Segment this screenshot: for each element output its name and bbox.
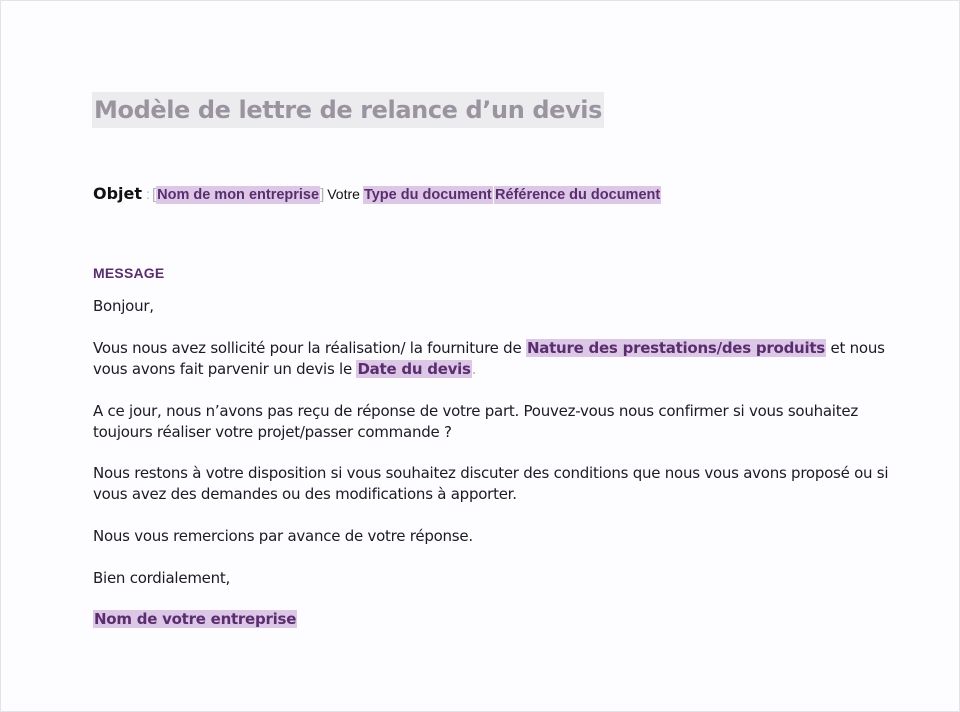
- paragraph-availability: Nous restons à votre disposition si vous souhaitez discuter des conditions que nous vous avons proposé ou si vous avez des demandes ou des modifications à apporter.: [93, 464, 889, 503]
- objet-line: [93, 182, 661, 206]
- paragraph-request-text-middle: et nous vous avons fait parvenir un devis le: [93, 339, 885, 378]
- signature: [93, 609, 893, 630]
- message-heading: MESSAGE: [93, 265, 165, 281]
- document-reference-field[interactable]: Référence du document: [495, 187, 661, 203]
- page-title: Modèle de lettre de relance d’un devis: [92, 92, 604, 128]
- paragraph-thanks: Nous vous remercions par avance de votre réponse.: [93, 527, 473, 545]
- objet-votre: Votre: [327, 186, 360, 202]
- document-type-field[interactable]: Type du document: [363, 187, 492, 203]
- greeting: Bonjour,: [93, 297, 154, 315]
- objet-colon: :: [146, 186, 150, 202]
- nature-field[interactable]: Nature des prestations/des produits: [526, 339, 825, 357]
- company-name-field[interactable]: Nom de mon entreprise: [157, 187, 320, 203]
- bracket-open: [: [151, 186, 157, 203]
- paragraph-request: [93, 338, 893, 380]
- bracket-close: ]: [320, 186, 325, 203]
- paragraph-request-text-before: Vous nous avez sollicité pour la réalisation/ la fourniture de: [93, 339, 526, 357]
- quote-date-field[interactable]: Date du devis: [357, 360, 471, 378]
- paragraph-followup: A ce jour, nous n’avons pas reçu de réponse de votre part. Pouvez-vous nous confirmer si vous souhaitez toujours réaliser votre projet/passer commande ?: [93, 402, 858, 441]
- signature-company-field[interactable]: Nom de votre entreprise: [94, 610, 297, 628]
- closing: Bien cordialement,: [93, 569, 231, 587]
- paragraph-request-end: .: [471, 360, 477, 378]
- objet-label: Objet: [93, 184, 143, 203]
